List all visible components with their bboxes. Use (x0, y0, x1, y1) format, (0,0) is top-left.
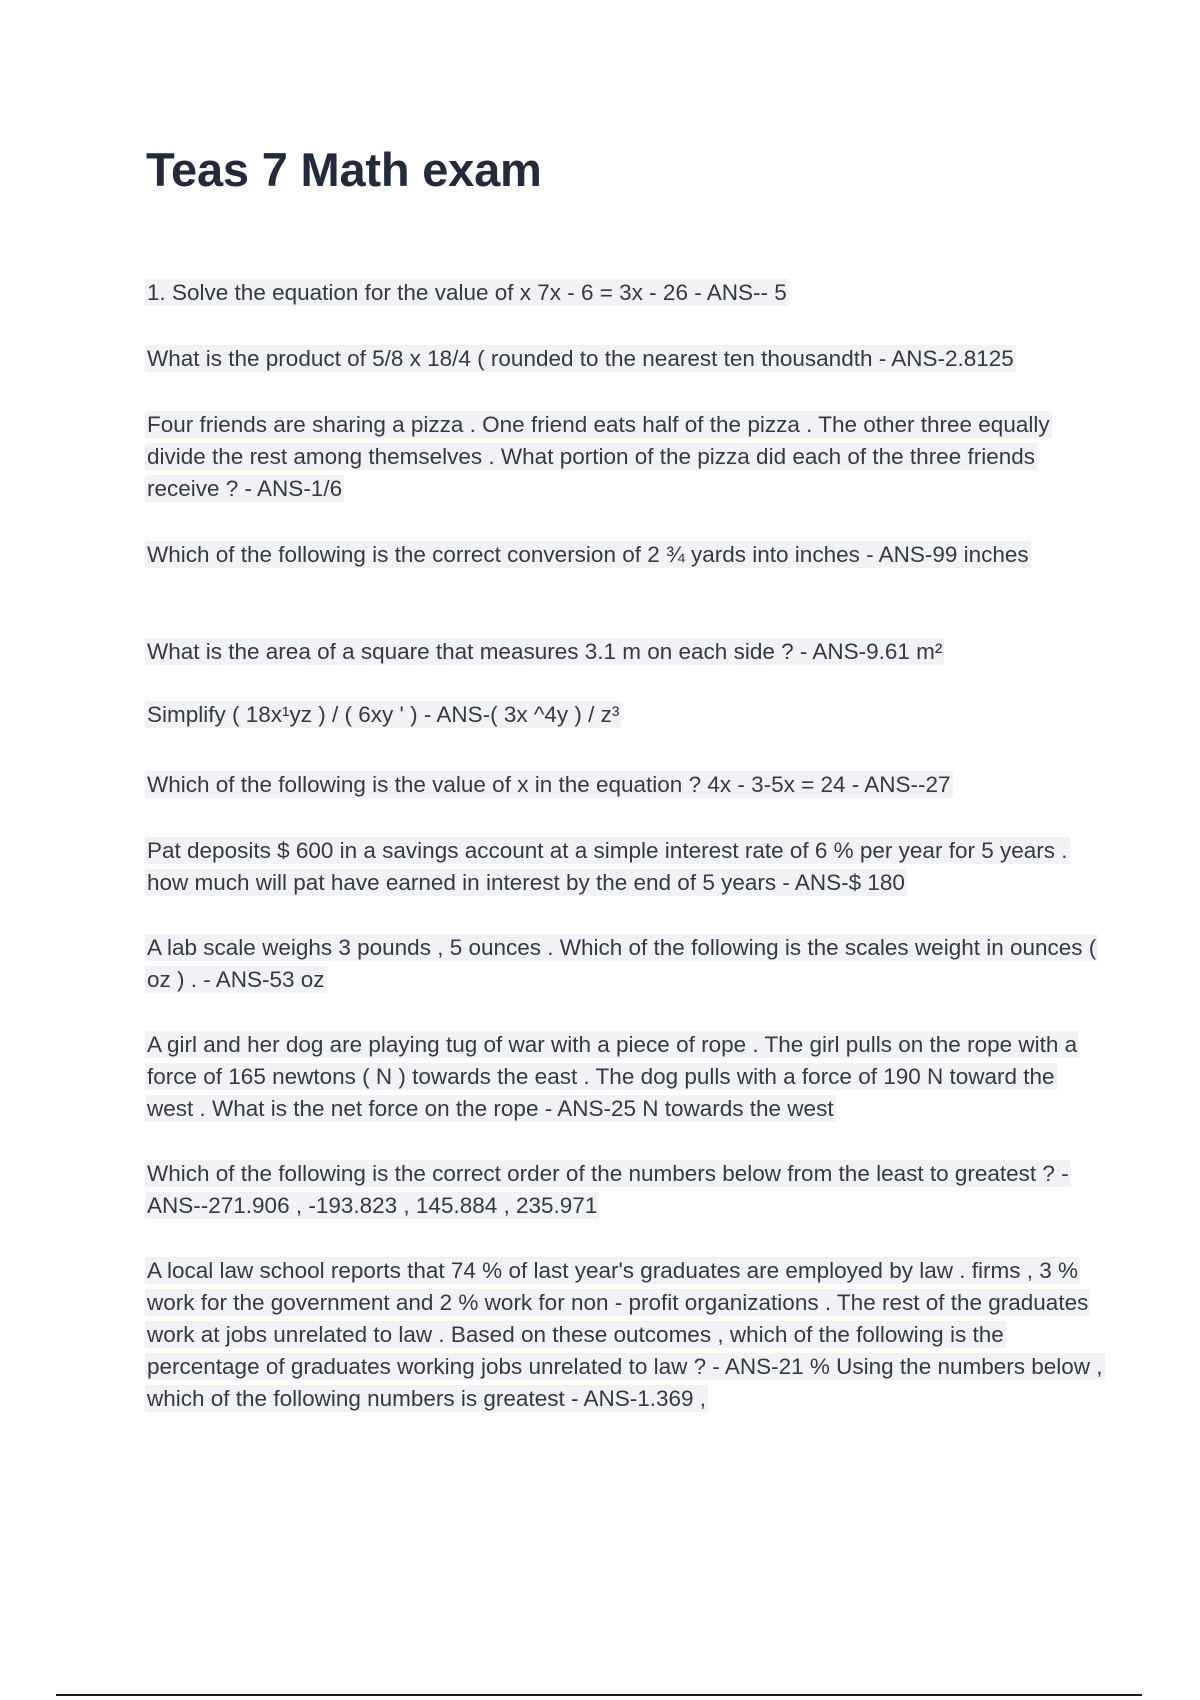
question-text: Pat deposits $ 600 in a savings account at a simple interest rate of 6 % per year for 5 years . how much will pat have earned in interest by the end of 5 years - ANS-$ 180 (147, 838, 1068, 895)
question-text: 1. Solve the equation for the value of x 7x - 6 = 3x - 26 - ANS-- 5 (147, 280, 787, 305)
document-title: Teas 7 Math exam (146, 143, 542, 196)
question-text: What is the product of 5/8 x 18/4 ( rounded to the nearest ten thousandth - ANS-2.8125 (147, 346, 1014, 371)
question-text: A girl and her dog are playing tug of war with a piece of rope . The girl pulls on the rope with a force of 165 newtons ( N ) towards the east . The dog pulls with a force of 190 N toward the west . What is the net force on the rope - ANS-25 N towards the west (147, 1032, 1078, 1121)
question-item-8 (145, 835, 1105, 899)
question-text: A local law school reports that 74 % of last year's graduates are employed by law . firms , 3 % work for the government and 2 % work for non - profit organizations . The rest of the graduates work at jobs unrelated to law . Based on these outcomes , which of the following is the percentage of graduates working jobs unrelated to law ? - ANS-21 % Using the numbers below , which of the following numbers is greatest - ANS-1.369 , (147, 1258, 1103, 1411)
question-text: A lab scale weighs 3 pounds , 5 ounces . Which of the following is the scales weight in ounces ( oz ) . - ANS-53 oz (147, 935, 1097, 992)
question-item-1 (145, 277, 1105, 309)
question-text: Four friends are sharing a pizza . One friend eats half of the pizza . The other three equally divide the rest among themselves . What portion of the pizza did each of the three friends receive ? - ANS-1/6 (147, 412, 1050, 501)
question-text: What is the area of a square that measures 3.1 m on each side ? - ANS-9.61 m² (147, 639, 943, 664)
question-text: Which of the following is the correct order of the numbers below from the least to greatest ? - ANS--271.906 , -193.823 , 145.884 , 235.971 (147, 1161, 1069, 1218)
page-bottom-rule (56, 1694, 1142, 1696)
question-item-6 (145, 699, 1105, 731)
question-item-2 (145, 343, 1105, 375)
question-item-3 (145, 409, 1105, 505)
question-text: Simplify ( 18x¹yz ) / ( 6xy ' ) - ANS-( 3x ^4y ) / z³ (147, 702, 620, 727)
question-item-9 (145, 932, 1105, 996)
question-item-4 (145, 539, 1105, 571)
question-item-12 (145, 1255, 1105, 1415)
question-item-5 (145, 636, 1105, 668)
question-item-7 (145, 769, 1105, 801)
question-item-10 (145, 1029, 1105, 1125)
question-text: Which of the following is the correct conversion of 2 ¾ yards into inches - ANS-99 inches (147, 542, 1029, 567)
question-text: Which of the following is the value of x in the equation ? 4x - 3-5x = 24 - ANS--27 (147, 772, 951, 797)
question-item-11 (145, 1158, 1105, 1222)
